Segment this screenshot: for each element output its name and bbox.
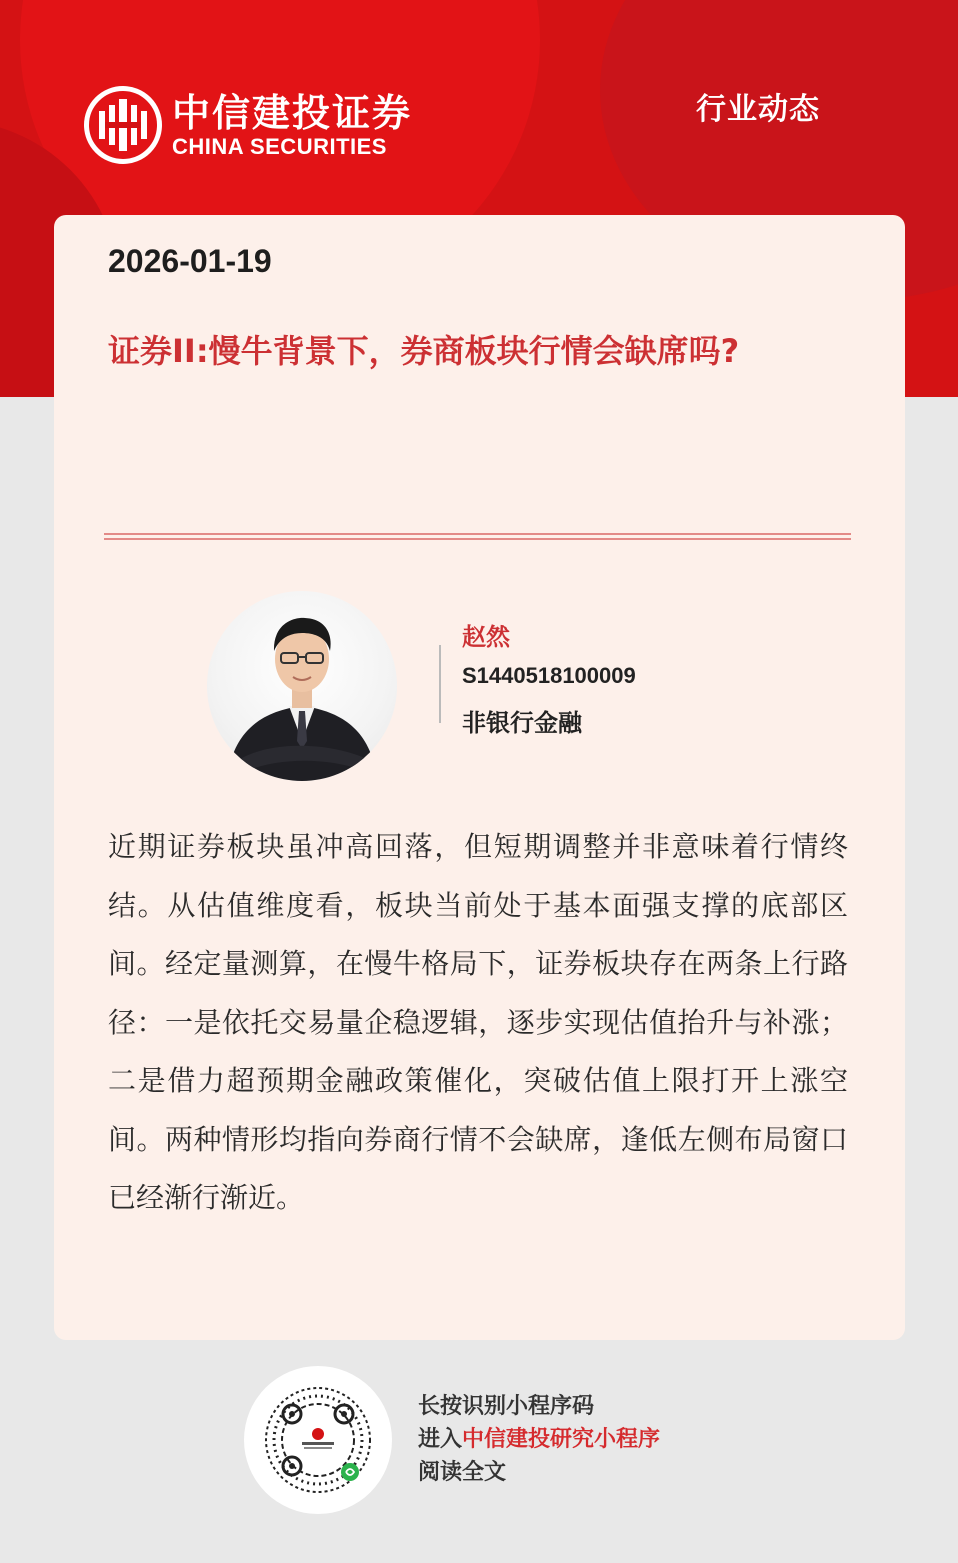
article-title: 证券II:慢牛背景下，券商板块行情会缺席吗? xyxy=(108,332,740,370)
article-date: 2026-01-19 xyxy=(108,243,272,279)
qr-instruction-prefix: 进入 xyxy=(418,1426,463,1452)
author-divider xyxy=(439,645,441,723)
qr-instruction-line xyxy=(418,1423,660,1456)
logo-english-name: CHINA SECURITIES xyxy=(172,134,387,159)
author-name: 赵然 xyxy=(462,623,510,651)
qr-instruction-line: 长按识别小程序码 xyxy=(418,1393,595,1419)
author-certificate-id: S1440518100009 xyxy=(462,663,636,688)
qr-instructions xyxy=(418,1390,660,1489)
citic-logo-icon xyxy=(84,86,162,164)
author-avatar xyxy=(207,591,397,781)
mini-program-qr-code[interactable] xyxy=(244,1366,392,1514)
article-card xyxy=(54,215,905,1340)
title-divider xyxy=(104,533,851,540)
brand-logo xyxy=(84,85,412,165)
qr-code-icon xyxy=(262,1384,374,1496)
logo-chinese-name: 中信建投证券 xyxy=(172,90,413,135)
article-summary: 近期证券板块虽冲高回落，但短期调整并非意味着行情终结。从估值维度看，板块当前处于基本面强支撑的底部区间。经定量测算，在慢牛格局下，证券板块存在两条上行路径：一是依托交易量企稳逻辑，逐步实现估值抬升与补涨；二是借力超预期金融政策催化，突破估值上限打开上涨空间。两种情形均指向券商行情不会缺席，逢低左侧布局窗口已经渐行渐近。 xyxy=(108,830,848,1214)
category-label: 行业动态 xyxy=(696,92,820,127)
author-department: 非银行金融 xyxy=(462,709,582,737)
mini-program-name: 中信建投研究小程序 xyxy=(462,1426,661,1452)
qr-instruction-line: 阅读全文 xyxy=(418,1459,507,1485)
